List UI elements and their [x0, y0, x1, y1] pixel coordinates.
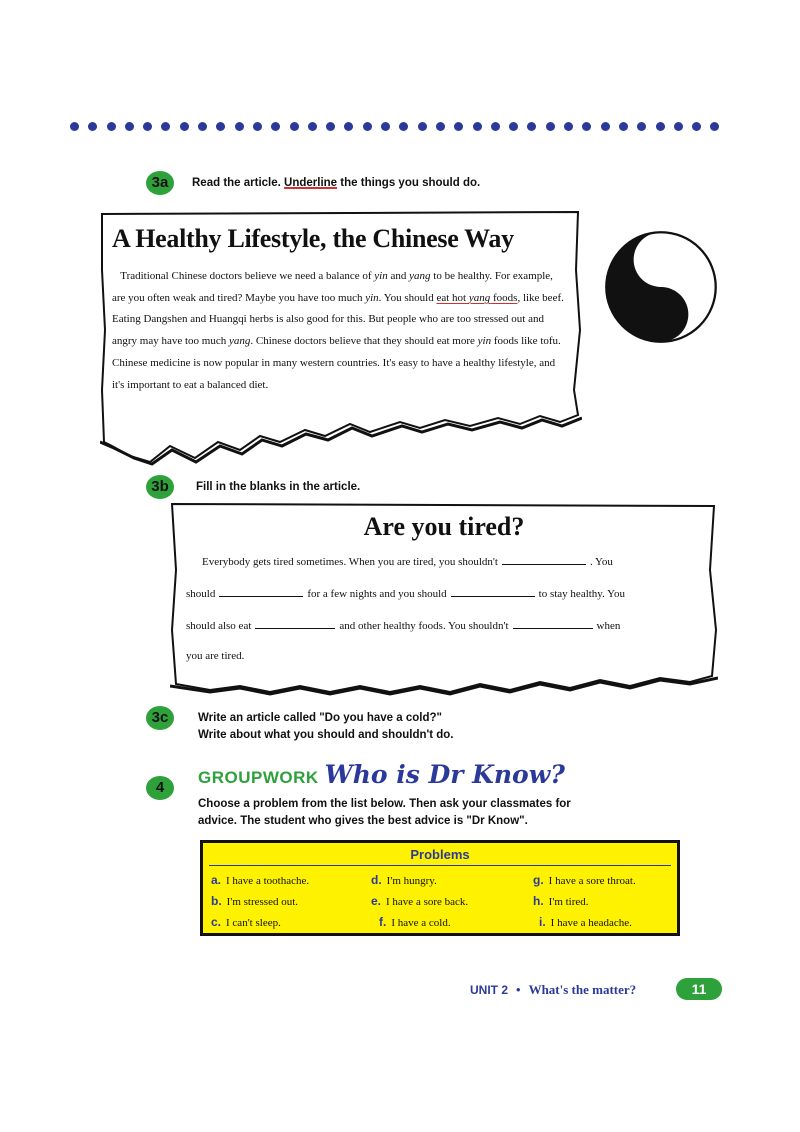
- rule-dot: [125, 122, 134, 131]
- article-text: should: [186, 588, 216, 600]
- rule-dot: [271, 122, 280, 131]
- problem-letter: g.: [533, 873, 544, 887]
- problem-letter: c.: [211, 915, 222, 929]
- problem-letter: d.: [371, 873, 382, 887]
- problem-item: [211, 915, 281, 929]
- rule-dot: [582, 122, 591, 131]
- rule-dot: [381, 122, 390, 131]
- problem-letter: b.: [211, 894, 222, 908]
- rule-dot: [253, 122, 262, 131]
- page-footer: [470, 982, 636, 998]
- problems-heading: Problems: [410, 847, 470, 862]
- problem-item: [533, 873, 636, 887]
- article-line: [202, 554, 722, 568]
- instruction-4-line1: Choose a problem from the list below. Then ask your classmates for: [198, 798, 571, 810]
- problem-text: I have a cold.: [391, 917, 451, 929]
- article-italic: yin: [477, 335, 492, 348]
- problem-item: [211, 894, 298, 908]
- fill-blank[interactable]: [255, 618, 335, 629]
- section-badge-3c: 3c: [146, 706, 174, 730]
- article-body: [112, 266, 564, 396]
- article-text: and: [387, 270, 410, 282]
- article-text: when: [596, 620, 621, 632]
- page-number: 11: [676, 978, 722, 1000]
- article-text: should also eat: [186, 620, 252, 632]
- rule-dot: [473, 122, 482, 131]
- problem-item: [371, 894, 468, 908]
- rule-dot: [418, 122, 427, 131]
- problem-item: [379, 915, 451, 929]
- rule-dot: [161, 122, 170, 131]
- article-text: eat hot: [436, 291, 469, 304]
- rule-dot: [326, 122, 335, 131]
- article-text: , like beef. Eating Dangshen and Huangqi herbs is also good for this. But people who are too stressed out and angry may have too much: [112, 291, 564, 348]
- fill-blank[interactable]: [502, 554, 586, 565]
- article-text: . You: [589, 556, 613, 568]
- rule-dot: [710, 122, 719, 131]
- instruction-3c: [198, 710, 454, 744]
- rule-dot: [198, 122, 207, 131]
- problem-letter: a.: [211, 873, 222, 887]
- dotted-rule: [70, 122, 730, 136]
- rule-dot: [454, 122, 463, 131]
- problem-text: I'm stressed out.: [226, 896, 299, 908]
- article-text: to be healthy. For example, are you often weak and tired? Maybe you have too much: [112, 270, 553, 304]
- section-badge-3a: 3a: [146, 171, 174, 195]
- article-text: for a few nights and you should: [307, 588, 447, 600]
- article-italic: yin: [374, 270, 388, 282]
- instruction-3b: Fill in the blanks in the article.: [196, 481, 361, 493]
- article-line: [186, 586, 706, 600]
- footer-subtitle: What's the matter?: [528, 982, 637, 997]
- rule-dot: [637, 122, 646, 131]
- rule-dot: [601, 122, 610, 131]
- rule-dot: [180, 122, 189, 131]
- article-healthy-lifestyle: [100, 210, 582, 442]
- article-title: Are you tired?: [363, 512, 525, 541]
- rule-dot: [70, 122, 79, 131]
- rule-dot: [527, 122, 536, 131]
- rule-dot: [88, 122, 97, 131]
- groupwork-label: GROUPWORK: [198, 768, 319, 787]
- groupwork-heading: [198, 760, 565, 796]
- problem-letter: i.: [539, 915, 546, 929]
- instruction-3a-after: the things you should do.: [337, 177, 481, 189]
- fill-blank[interactable]: [219, 586, 303, 597]
- article-text: and other healthy foods. You shouldn't: [339, 620, 509, 632]
- article-text: . You should: [378, 291, 437, 304]
- fill-blank[interactable]: [513, 618, 593, 629]
- rule-dot: [216, 122, 225, 131]
- problem-item: [371, 873, 437, 887]
- article-italic: yin: [365, 291, 379, 304]
- problem-item: [211, 873, 309, 887]
- instruction-3a-underline: Underline: [284, 177, 338, 189]
- yin-yang-icon: [604, 230, 718, 344]
- problems-divider: [209, 865, 671, 866]
- underlined-advice: [436, 292, 517, 304]
- rule-dot: [656, 122, 665, 131]
- problems-box: [200, 840, 680, 936]
- problem-text: I have a headache.: [550, 917, 632, 929]
- problem-letter: h.: [533, 894, 544, 908]
- problem-text: I'm hungry.: [386, 875, 437, 887]
- article-text: . Chinese doctors believe that they should eat more: [250, 335, 478, 348]
- problem-letter: e.: [371, 894, 382, 908]
- rule-dot: [107, 122, 116, 131]
- rule-dot: [363, 122, 372, 131]
- footer-bullet: •: [516, 982, 521, 997]
- rule-dot: [564, 122, 573, 131]
- article-title: A Healthy Lifestyle, the Chinese Way: [112, 224, 514, 253]
- article-text: foods: [490, 291, 518, 304]
- problem-text: I can't sleep.: [226, 917, 281, 929]
- instruction-3c-line1: Write an article called "Do you have a cold?": [198, 712, 442, 724]
- rule-dot: [674, 122, 683, 131]
- article-line: [186, 618, 706, 632]
- rule-dot: [290, 122, 299, 131]
- rule-dot: [436, 122, 445, 131]
- instruction-3a-before: Read the article.: [192, 177, 285, 189]
- rule-dot: [308, 122, 317, 131]
- rule-dot: [546, 122, 555, 131]
- rule-dot: [619, 122, 628, 131]
- rule-dot: [344, 122, 353, 131]
- article-line: you are tired.: [186, 650, 245, 662]
- article-text: Traditional Chinese doctors believe we need a balance of: [120, 270, 375, 282]
- article-italic: yang: [468, 291, 491, 304]
- groupwork-title: Who is Dr Know?: [324, 760, 565, 789]
- section-badge-4: 4: [146, 776, 174, 800]
- problem-item: [539, 915, 632, 929]
- section-badge-3b: 3b: [146, 475, 174, 499]
- instruction-4-line2: advice. The student who gives the best advice is "Dr Know".: [198, 815, 528, 827]
- article-italic: yang: [409, 270, 431, 282]
- instruction-4: [198, 796, 571, 830]
- problem-text: I have a toothache.: [226, 875, 310, 887]
- problem-text: I have a sore throat.: [548, 875, 636, 887]
- rule-dot: [692, 122, 701, 131]
- instruction-3a: [192, 175, 480, 192]
- article-are-you-tired: [170, 500, 718, 696]
- problem-item: [533, 894, 589, 908]
- problem-text: I have a sore back.: [386, 896, 469, 908]
- rule-dot: [143, 122, 152, 131]
- fill-blank[interactable]: [451, 586, 535, 597]
- rule-dot: [399, 122, 408, 131]
- rule-dot: [509, 122, 518, 131]
- footer-unit: UNIT 2: [470, 983, 509, 997]
- article-text: to stay healthy. You: [538, 588, 626, 600]
- rule-dot: [235, 122, 244, 131]
- problem-text: I'm tired.: [548, 896, 589, 908]
- article-text: foods like tofu. Chinese medicine is now popular in many western countries. It's easy to have a healthy lifestyle, and it's important to eat a balanced diet.: [112, 335, 561, 391]
- rule-dot: [491, 122, 500, 131]
- article-italic: yang: [229, 335, 251, 348]
- problem-letter: f.: [379, 915, 387, 929]
- article-text: Everybody gets tired sometimes. When you are tired, you shouldn't: [202, 556, 498, 568]
- instruction-3c-line2: Write about what you should and shouldn't do.: [198, 729, 454, 741]
